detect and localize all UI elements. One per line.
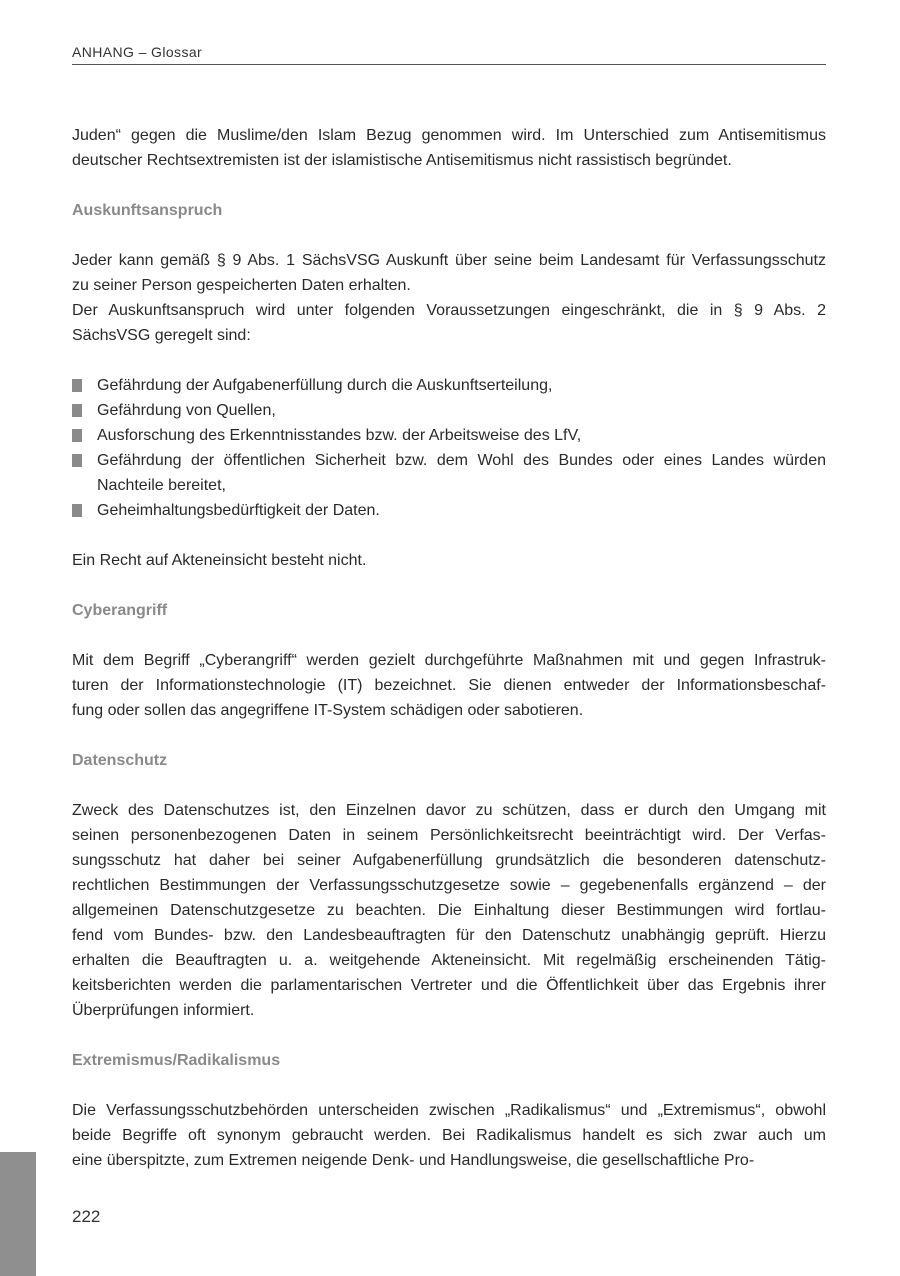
auskunft-closing: Ein Recht auf Akteneinsicht besteht nicht. <box>72 552 367 569</box>
text-line: fung oder sollen das angegriffene IT-System schädigen oder sabotieren. <box>72 702 584 719</box>
running-header: ANHANG – Glossar <box>72 44 826 65</box>
square-bullet-icon <box>72 504 82 517</box>
text-line: sungsschutz hat daher bei seiner Aufgabenerfüllung grundsätzlich die besonderen datenschutz- <box>72 852 826 869</box>
text-line: beide Begriffe oft synonym gebraucht werden. Bei Radikalismus handelt es sich zwar auch um <box>72 1127 826 1144</box>
text-line: Zweck des Datenschutzes ist, den Einzelnen davor zu schützen, dass er durch den Umgang mit <box>72 802 826 819</box>
chapter-tab-marker <box>0 1152 36 1276</box>
list-item: Geheimhaltungsbedürftigkeit der Daten. <box>72 498 826 523</box>
text-line: zu seiner Person gespeicherten Daten erhalten. <box>72 277 411 294</box>
list-item: Gefährdung der öffentlichen Sicherheit bzw. dem Wohl des Bundes oder eines Landes würden Nachteile bereitet, <box>72 448 826 498</box>
text-line: seinen personenbezogenen Daten in seinem Persönlichkeitsrecht beeinträchtigt wird. Der Verfas- <box>72 827 826 844</box>
datenschutz-paragraph <box>72 798 826 1023</box>
square-bullet-icon <box>72 454 82 467</box>
list-item: Gefährdung von Quellen, <box>72 398 826 423</box>
intro-paragraph <box>72 123 826 173</box>
text-line: allgemeinen Datenschutzgesetze zu beachten. Die Einhaltung dieser Bestimmungen wird fortlau- <box>72 902 826 919</box>
cyber-paragraph <box>72 648 826 723</box>
text-line: SächsVSG geregelt sind: <box>72 327 251 344</box>
square-bullet-icon <box>72 379 82 392</box>
extremismus-paragraph <box>72 1098 826 1173</box>
auskunft-paragraph-2 <box>72 298 826 348</box>
restriction-list <box>72 373 826 523</box>
page-content <box>72 123 826 1173</box>
text-line: deutscher Rechtsextremisten ist der islamistische Antisemitismus nicht rassistisch begründet. <box>72 152 732 169</box>
page-number: 222 <box>72 1207 101 1226</box>
text-line: Juden“ gegen die Muslime/den Islam Bezug genommen wird. Im Unterschied zum Antisemitismus <box>72 127 826 144</box>
square-bullet-icon <box>72 429 82 442</box>
text-line: keitsberichten werden die parlamentarischen Vertreter und die Öffentlichkeit über das Ergebnis ihrer <box>72 977 826 994</box>
text-line: Mit dem Begriff „Cyberangriff“ werden gezielt durchgeführte Maßnahmen mit und gegen Infrastruk- <box>72 652 826 669</box>
text-line: fend vom Bundes- bzw. den Landesbeauftragten für den Datenschutz unabhängig geprüft. Hierzu <box>72 927 826 944</box>
text-line: turen der Informationstechnologie (IT) bezeichnet. Sie dienen entweder der Informationsbeschaf- <box>72 677 826 694</box>
heading-cyberangriff: Cyberangriff <box>72 602 168 619</box>
text-line: Der Auskunftsanspruch wird unter folgenden Voraussetzungen eingeschränkt, die in § 9 Abs. 2 <box>72 302 826 319</box>
text-line: eine überspitzte, zum Extremen neigende Denk- und Handlungsweise, die gesellschaftliche Pro- <box>72 1152 755 1169</box>
text-line: erhalten die Beauftragten u. a. weitgehende Akteneinsicht. Mit regelmäßig erscheinenden Tätig- <box>72 952 826 969</box>
heading-auskunftsanspruch: Auskunftsanspruch <box>72 202 223 219</box>
text-line: Jeder kann gemäß § 9 Abs. 1 SächsVSG Auskunft über seine beim Landesamt für Verfassungsschutz <box>72 252 826 269</box>
auskunft-paragraph-1 <box>72 248 826 298</box>
heading-datenschutz: Datenschutz <box>72 752 168 769</box>
list-item: Ausforschung des Erkenntnisstandes bzw. der Arbeitsweise des LfV, <box>72 423 826 448</box>
square-bullet-icon <box>72 404 82 417</box>
heading-extremismus: Extremismus/Radikalismus <box>72 1052 281 1069</box>
text-line: Überprüfungen informiert. <box>72 1002 255 1019</box>
list-item: Gefährdung der Aufgabenerfüllung durch die Auskunftserteilung, <box>72 373 826 398</box>
text-line: Die Verfassungsschutzbehörden unterscheiden zwischen „Radikalismus“ und „Extremismus“, obwohl <box>72 1102 826 1119</box>
text-line: rechtlichen Bestimmungen der Verfassungsschutzgesetze sowie – gegebenenfalls ergänzend – der <box>72 877 826 894</box>
